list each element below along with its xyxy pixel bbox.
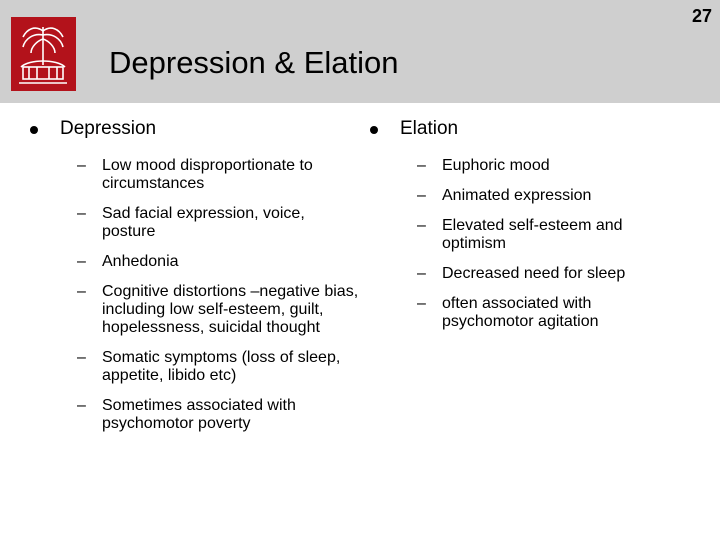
elation-heading-text: Elation xyxy=(400,118,459,139)
list-item: – Cognitive distortions –negative bias, including low self-esteem, guilt, hopelessness, suicidal thought xyxy=(77,283,359,336)
dash-icon: – xyxy=(417,295,426,312)
list-item: – Animated expression xyxy=(417,187,592,204)
list-item: – Sometimes associated with psychomotor poverty xyxy=(77,397,296,432)
list-item: – Somatic symptoms (loss of sleep, appetite, libido etc) xyxy=(77,349,341,384)
dash-icon: – xyxy=(417,187,426,204)
depression-heading xyxy=(30,118,360,140)
elation-column xyxy=(370,118,670,343)
list-item: – Low mood disproportionate to circumstances xyxy=(77,157,313,192)
elation-list xyxy=(370,157,670,331)
list-item: – often associated with psychomotor agitation xyxy=(417,295,599,330)
depression-list xyxy=(30,157,360,433)
dash-icon: – xyxy=(77,349,86,366)
slide-title: Depression & Elation xyxy=(109,45,399,80)
list-item: – Euphoric mood xyxy=(417,157,550,174)
dash-icon: – xyxy=(77,283,86,300)
list-item: – Anhedonia xyxy=(77,253,179,270)
dash-icon: – xyxy=(77,253,86,270)
dash-icon: – xyxy=(417,265,426,282)
dash-icon: – xyxy=(77,397,86,414)
depression-heading-text: Depression xyxy=(60,118,157,139)
depression-column xyxy=(30,118,360,445)
list-item: – Sad facial expression, voice, posture xyxy=(77,205,305,240)
bullet-dot-icon xyxy=(370,126,378,134)
list-item: – Decreased need for sleep xyxy=(417,265,626,282)
bullet-dot-icon xyxy=(30,126,38,134)
dash-icon: – xyxy=(417,217,426,234)
university-seal-logo xyxy=(11,17,76,91)
elation-heading xyxy=(370,118,670,140)
dash-icon: – xyxy=(77,205,86,222)
dash-icon: – xyxy=(77,157,86,174)
page-number: 27 xyxy=(691,6,712,26)
dash-icon: – xyxy=(417,157,426,174)
list-item: – Elevated self-esteem and optimism xyxy=(417,217,623,252)
